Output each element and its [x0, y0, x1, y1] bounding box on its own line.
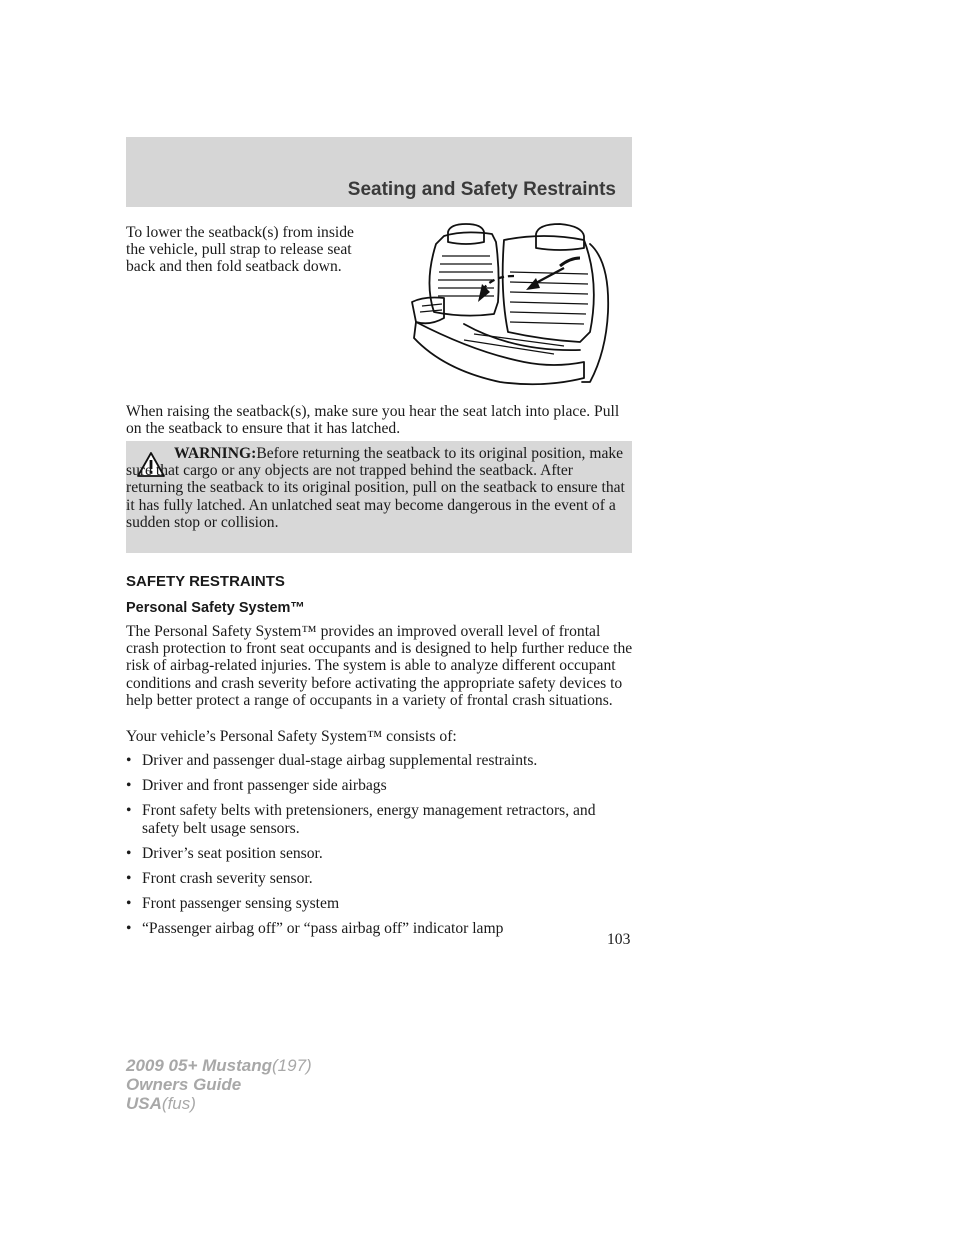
list-item: • Front safety belts with pretensioners, energy management retractors, and safety belt usage sensors. — [126, 802, 596, 837]
bullet-dot: • — [126, 844, 132, 862]
footer-model-code: (197) — [272, 1056, 312, 1075]
list-item: • “Passenger airbag off” or “pass airbag off” indicator lamp — [126, 920, 504, 938]
bullet-dot: • — [126, 920, 132, 938]
bullet-dot: • — [126, 895, 132, 913]
list-item: • Driver and front passenger side airbags — [126, 777, 387, 795]
footer-doc-id — [126, 1056, 312, 1113]
section-title: Seating and Safety Restraints — [347, 179, 616, 200]
section-heading: SAFETY RESTRAINTS — [126, 573, 285, 590]
list-item: • Front crash severity sensor. — [126, 870, 313, 888]
consists-intro: Your vehicle’s Personal Safety System™ consists of: — [126, 728, 457, 745]
raising-paragraph: When raising the seatback(s), make sure you hear the seat latch into place. Pull on the seatback to ensure that it has latched. — [126, 403, 620, 438]
header-band — [126, 137, 632, 207]
rear-seat-illustration — [404, 222, 618, 390]
section-subheading: Personal Safety System™ — [126, 600, 305, 616]
footer-guide: Owners Guide — [126, 1075, 242, 1094]
list-item: • Driver’s seat position sensor. — [126, 844, 323, 862]
page-number: 103 — [607, 931, 631, 948]
warning-text-block — [126, 445, 630, 531]
footer-region-code: (fus) — [161, 1094, 196, 1113]
pss-paragraph: The Personal Safety System™ provides an improved overall level of frontal crash protection to front seat occupants and is designed to help further reduce the risk of airbag-related injuries. The system is able to analyze different occupant conditions and crash severity before activating the appropriate safety devices to help better protect a range of occupants in a variety of frontal crash situations. — [126, 623, 633, 709]
list-item: • Driver and passenger dual-stage airbag supplemental restraints. — [126, 752, 538, 769]
bullet-dot: • — [126, 802, 132, 820]
footer-model: 2009 05+ Mustang — [126, 1056, 272, 1075]
component-list — [126, 752, 632, 946]
warning-body: Before returning the seatback to its original position, make sure that cargo or any objects are not trapped behind the seatback. After returning the seatback to its original position, pull on the seatback to ensure that it has fully latched. An unlatched seat may become dangerous in the event of a sudden stop or collision. — [126, 445, 625, 531]
intro-paragraph: To lower the seatback(s) from inside the vehicle, pull strap to release seat back and then fold seatback down. — [126, 224, 354, 276]
footer-region: USA — [126, 1094, 162, 1113]
bullet-dot: • — [126, 752, 132, 769]
list-item: • Front passenger sensing system — [126, 895, 340, 913]
bullet-dot: • — [126, 777, 132, 795]
warning-label: WARNING: — [174, 445, 257, 462]
warning-box — [126, 441, 632, 553]
bullet-dot: • — [126, 870, 132, 888]
